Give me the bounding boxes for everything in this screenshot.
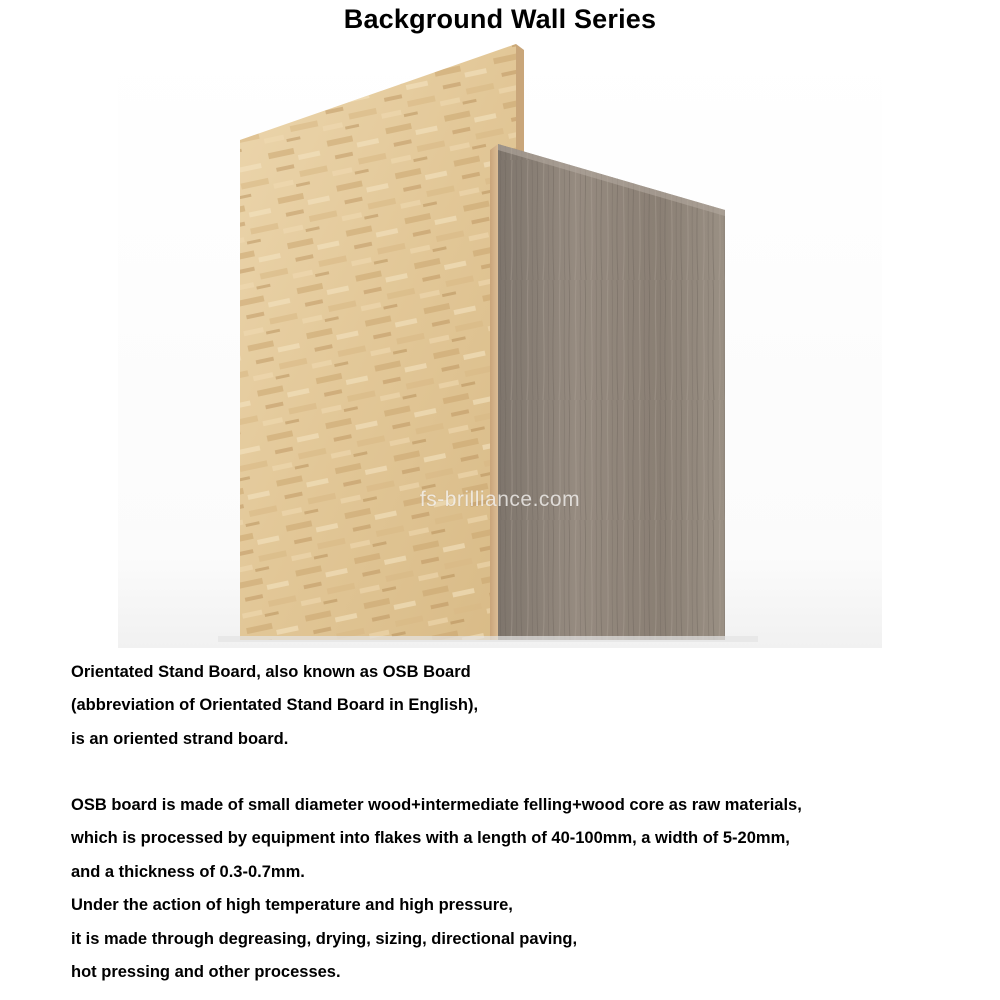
description-line: OSB board is made of small diameter wood+intermediate felling+wood core as raw materials, bbox=[71, 796, 802, 814]
description-line: it is made through degreasing, drying, sizing, directional paving, bbox=[71, 929, 578, 948]
description-line: hot pressing and other processes. bbox=[71, 962, 341, 981]
intro-line: Orientated Stand Board, also known as OSB Board bbox=[71, 663, 471, 681]
intro-line: (abbreviation of Orientated Stand Board in English), bbox=[71, 696, 479, 715]
intro-paragraph bbox=[71, 656, 478, 756]
intro-line: is an oriented strand board. bbox=[71, 729, 289, 748]
description-paragraph bbox=[71, 789, 802, 989]
description-line: Under the action of high temperature and high pressure, bbox=[71, 896, 513, 915]
page-title: Background Wall Series bbox=[343, 4, 657, 34]
product-photo bbox=[118, 40, 882, 648]
description-line: and a thickness of 0.3-0.7mm. bbox=[71, 862, 305, 881]
watermark-text: fs-brilliance.com bbox=[419, 488, 581, 511]
description-line: which is processed by equipment into flakes with a length of 40-100mm, a width of 5-20mm, bbox=[71, 829, 790, 848]
